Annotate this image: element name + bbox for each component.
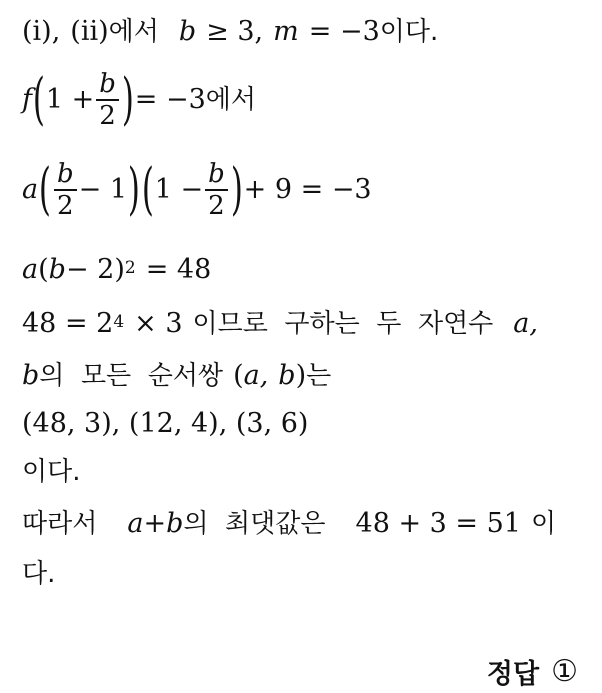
var-b: b [22,360,40,391]
answer-label: 정답 [486,659,540,690]
fraction-b-over-2 [205,159,228,221]
korean-text: 의 모든 순서쌍 [39,361,224,391]
pair-open: ( [233,360,244,391]
right-paren: ) [230,157,243,222]
right-paren: ) [127,157,140,222]
korean-text: 이다. [22,457,81,487]
equation-value: = −3 [308,16,380,47]
expr-minus-two: − 2) [65,254,125,285]
left-paren: ( [39,157,52,222]
var-b: b [166,508,184,539]
equation-value: = −3 [134,84,206,115]
var-a: a, [243,360,269,391]
plus-sign: + [143,508,167,539]
right-paren: ) [121,67,134,132]
korean-text: 에서 [205,85,257,115]
fraction-numerator: b [208,159,225,189]
case-label-2: (ⅱ) [70,16,109,47]
korean-text: 이므로 구하는 두 자연수 [192,309,494,339]
solution-line-2 [22,68,256,132]
var-a: a, [513,308,538,339]
fraction-b-over-2 [54,159,77,221]
fraction-numerator: b [99,69,116,99]
inequality: ≥ 3, [206,16,264,47]
korean-text: 이다. [379,17,439,47]
func-f: f [22,84,32,115]
var-a: a [127,508,144,539]
fraction-b-over-2 [96,69,119,131]
expr-one-minus: 1 − [154,174,204,205]
korean-text: 의 최댓값은 [183,509,326,539]
solution-line-9 [22,506,556,542]
ordered-pairs: (48, 3), (12, 4), (3, 6) [22,408,309,439]
solution-line-6 [22,358,331,394]
solution-line-10 [22,556,55,592]
solution-line-4: a ( b − 2) $^2$ = 48 [22,252,211,288]
equation-tail: + 9 = −3 [243,174,372,205]
var-a: a [22,174,39,205]
var-b: b [48,254,66,285]
times-three: × 3 [134,308,183,339]
answer-section [487,652,578,691]
solution-line-3 [22,158,372,222]
answer-value: ① [551,654,578,689]
korean-text: 에서 [108,17,159,47]
equation-value: = 48 [145,254,212,285]
var-b: b [178,16,197,47]
var-a: a [22,254,39,285]
korean-text: 이 [530,509,557,539]
left-paren: ( [32,67,45,132]
open-paren: ( [38,254,49,285]
korean-text: 다. [22,559,56,589]
fraction-numerator: b [56,159,74,189]
max-value-expr: 48 + 3 = 51 [355,508,521,539]
solution-line-5: 48 = 2 $^4$ × 3 이므로 구하는 두 자연수 a, [22,306,538,342]
case-labels: (ⅰ), [22,16,61,47]
solution-line-8 [22,454,81,490]
pair-close: ) [295,360,307,391]
expr-minus-one: − 1 [78,174,128,205]
korean-text: 따라서 [22,509,98,539]
var-m: m [273,16,299,47]
fraction-denominator: 2 [99,101,116,131]
factorization: 48 = 2 [22,308,114,339]
solution-line-7 [22,406,308,442]
fraction-denominator: 2 [208,191,225,221]
solution-line-1 [22,14,438,50]
left-paren: ( [141,157,154,222]
var-b: b [278,360,296,391]
fraction-denominator: 2 [57,191,74,221]
korean-text: 는 [306,361,332,391]
expr-one-plus: 1 + [45,84,95,115]
